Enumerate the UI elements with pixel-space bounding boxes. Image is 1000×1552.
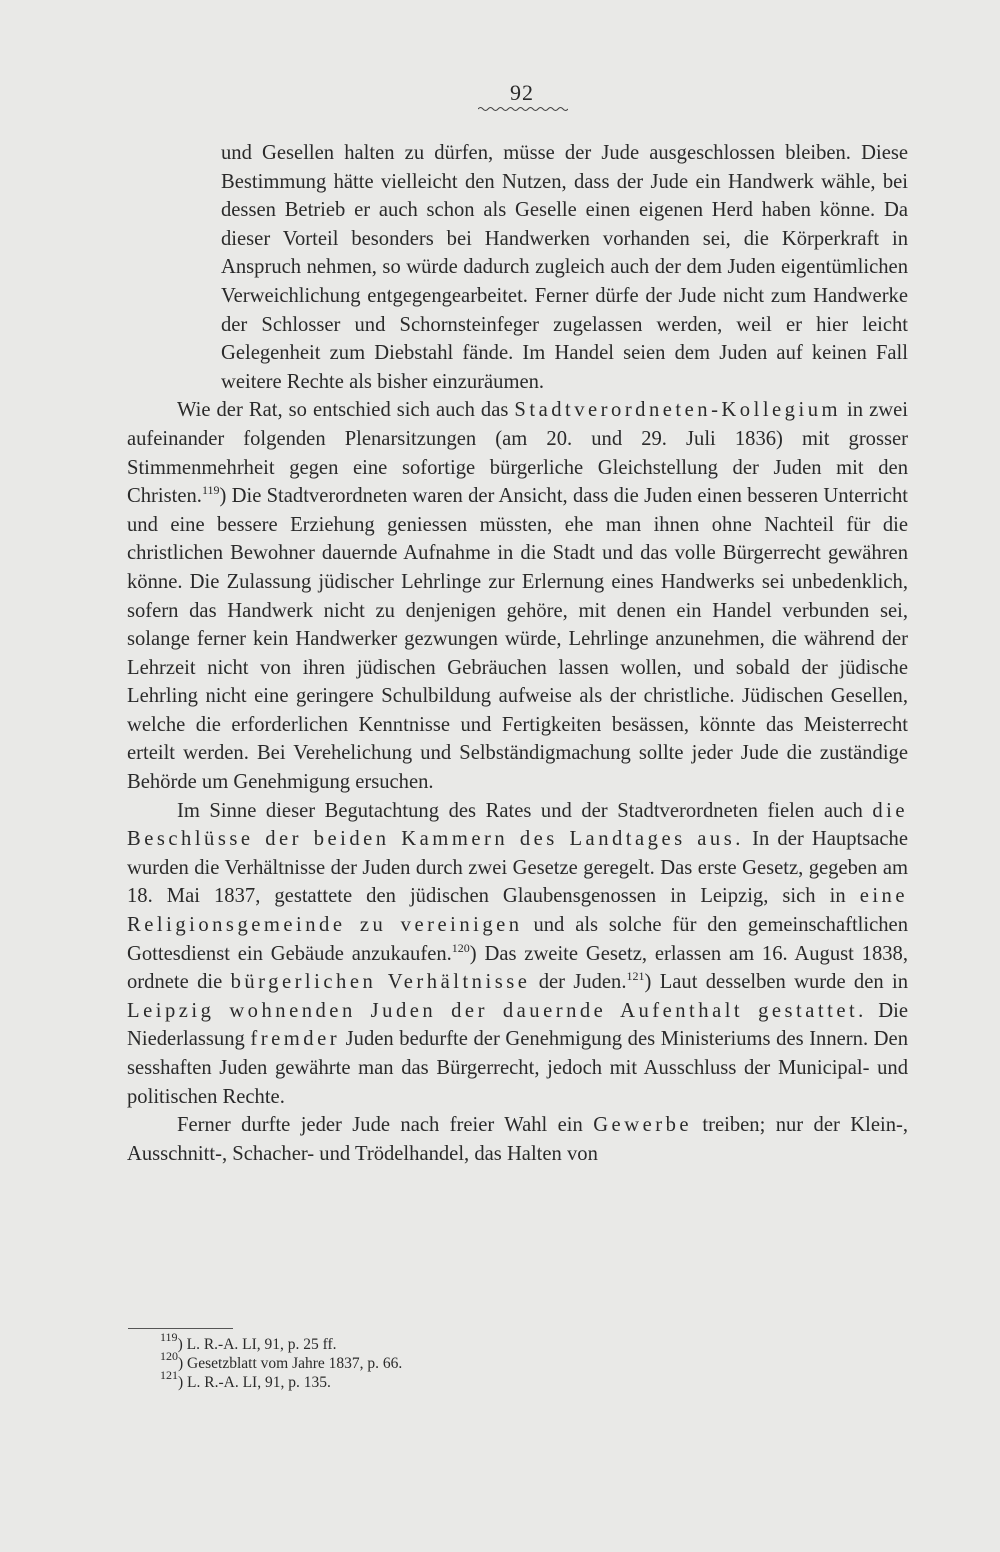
- footnote-reference: 121: [626, 969, 645, 984]
- text-run: Im Sinne dieser Begutachtung des Rates und der Stadtverordneten fielen auch: [177, 799, 873, 822]
- emphasized-text: die Beschlüsse der beiden Kammern des Landtages aus.: [127, 799, 908, 851]
- text-run: Ferner durfte jeder Jude nach freier Wahl ein: [177, 1114, 594, 1137]
- text-run: und als solche für den gemeinschaftlichen Gottesdienst ein Gebäude anzukaufen.: [127, 914, 908, 965]
- footnote-reference: 120: [451, 940, 470, 955]
- text-run: in zwei aufeinander folgenden Plenarsitzungen (am 20. und 29. Juli 1836) mit grosser Stimmenmehrheit gegen eine sofortige bürgerliche Gleichstellung der Juden mit den Christen.: [127, 399, 908, 508]
- text-run: Juden bedurfte der Genehmigung des Ministeriums des Innern. Den sesshaften Juden gewährte man das Bürgerrecht, jedoch mit Ausschluss der Municipal- und politischen Rechte.: [127, 1028, 908, 1108]
- footnote-number: 120: [160, 1349, 178, 1363]
- paragraph: [127, 396, 908, 796]
- footnote-reference: 119: [201, 483, 220, 498]
- paragraph: [221, 139, 908, 396]
- page-number-ornament: [478, 106, 568, 112]
- text-run: Die Niederlassung: [127, 999, 908, 1051]
- page-number: 92: [510, 80, 534, 105]
- footnote-number: 121: [160, 1368, 178, 1382]
- emphasized-text: bürgerlichen Verhältnisse: [230, 971, 531, 994]
- text-run: ) Das zweite Gesetz, erlassen am 16. August 1838, ordnete die: [127, 942, 908, 994]
- emphasized-text: Gewerbe: [593, 1114, 693, 1137]
- text-run: Wie der Rat, so entschied sich auch das: [177, 399, 515, 422]
- footnote-text: ) Gesetzblatt vom Jahre 1837, p. 66.: [178, 1355, 403, 1372]
- footnote-text: ) L. R.-A. LI, 91, p. 25 ff.: [177, 1336, 337, 1353]
- emphasized-text: fremder: [250, 1028, 341, 1051]
- text-run: treiben; nur der Klein-, Ausschnitt-, Schacher- und Trödelhandel, das Halten von: [127, 1114, 909, 1165]
- text-run: In der Hauptsache wurden die Verhältnisse der Juden durch zwei Gesetze geregelt. Das erste Gesetz, gegeben am 18. Mai 1837, gestattete den jüdischen Glaubensgenossen in Leipzig, sich in: [127, 828, 908, 908]
- text-run: ) Die Stadtverordneten waren der Ansicht, dass die Juden einen besseren Unterricht und eine bessere Erziehung geniessen müssten, ehe man ihnen ohne Nachteil für die christlichen Bewohner dauernde Aufnahme in die Stadt und das volle Bürgerrecht gewähren könne. Die Zulassung jüdischer Lehrlinge zur Erlernung eines Handwerks sei unbedenklich, sofern das Handwerk nicht zu denjenigen gehöre, mit denen ein Handel verbunden sei, solange ferner kein Handwerker gezwungen würde, Lehrlinge anzunehmen, die während der Lehrzeit nicht von ihren jüdischen Gebräuchen lassen wollen, und sobald der jüdische Lehrling nicht eine geringere Schulbildung aufweise als der christliche. Jüdischen Gesellen, welche die erforderlichen Kenntnisse und Fertigkeiten besässen, könnte das Meisterrecht erteilt werden. Bei Verehelichung und Selbständigmachung sollte jeder Jude die zuständige Behörde um Genehmigung ersuchen.: [127, 485, 908, 794]
- footnote: [160, 1368, 760, 1392]
- paragraph: [127, 1111, 908, 1168]
- footnote-number: 119: [160, 1330, 178, 1344]
- footnotes: [160, 1330, 760, 1392]
- emphasized-text: eine Religionsgemeinde zu vereinigen: [127, 885, 908, 937]
- text-run: ) Laut desselben wurde den in: [644, 971, 909, 994]
- footnote: [160, 1330, 760, 1354]
- body-text: [127, 139, 908, 1168]
- footnote-divider: [128, 1328, 233, 1329]
- paragraph: [127, 797, 908, 1112]
- emphasized-text: Stadtverordneten-Kollegium: [514, 399, 842, 422]
- footnote-text: ) L. R.-A. LI, 91, p. 135.: [178, 1374, 331, 1391]
- text-run: der Juden.: [530, 971, 627, 994]
- text-run: und Gesellen halten zu dürfen, müsse der Jude ausgeschlossen bleiben. Diese Bestimmung hätte vielleicht den Nutzen, dass der Jude ein Handwerk wähle, bei dessen Betrieb er auch schon als Geselle einen eigenen Herd haben könne. Da dieser Vorteil besonders bei Handwerken vorhanden sei, die Körperkraft in Anspruch nehmen, so würde dadurch zugleich auch der dem Juden eigentümlichen Verweichlichung entgegengearbeitet. Ferner dürfe der Jude nicht zum Handwerke der Schlosser und Schornsteinfeger zugelassen werden, weil er hier leicht Gelegenheit zum Diebstahl fände. Im Handel seien dem Juden auf keinen Fall weitere Rechte als bisher einzuräumen.: [221, 142, 908, 393]
- emphasized-text: Leipzig wohnenden Juden der dauernde Aufenthalt gestattet.: [127, 999, 867, 1022]
- footnote: [160, 1349, 760, 1373]
